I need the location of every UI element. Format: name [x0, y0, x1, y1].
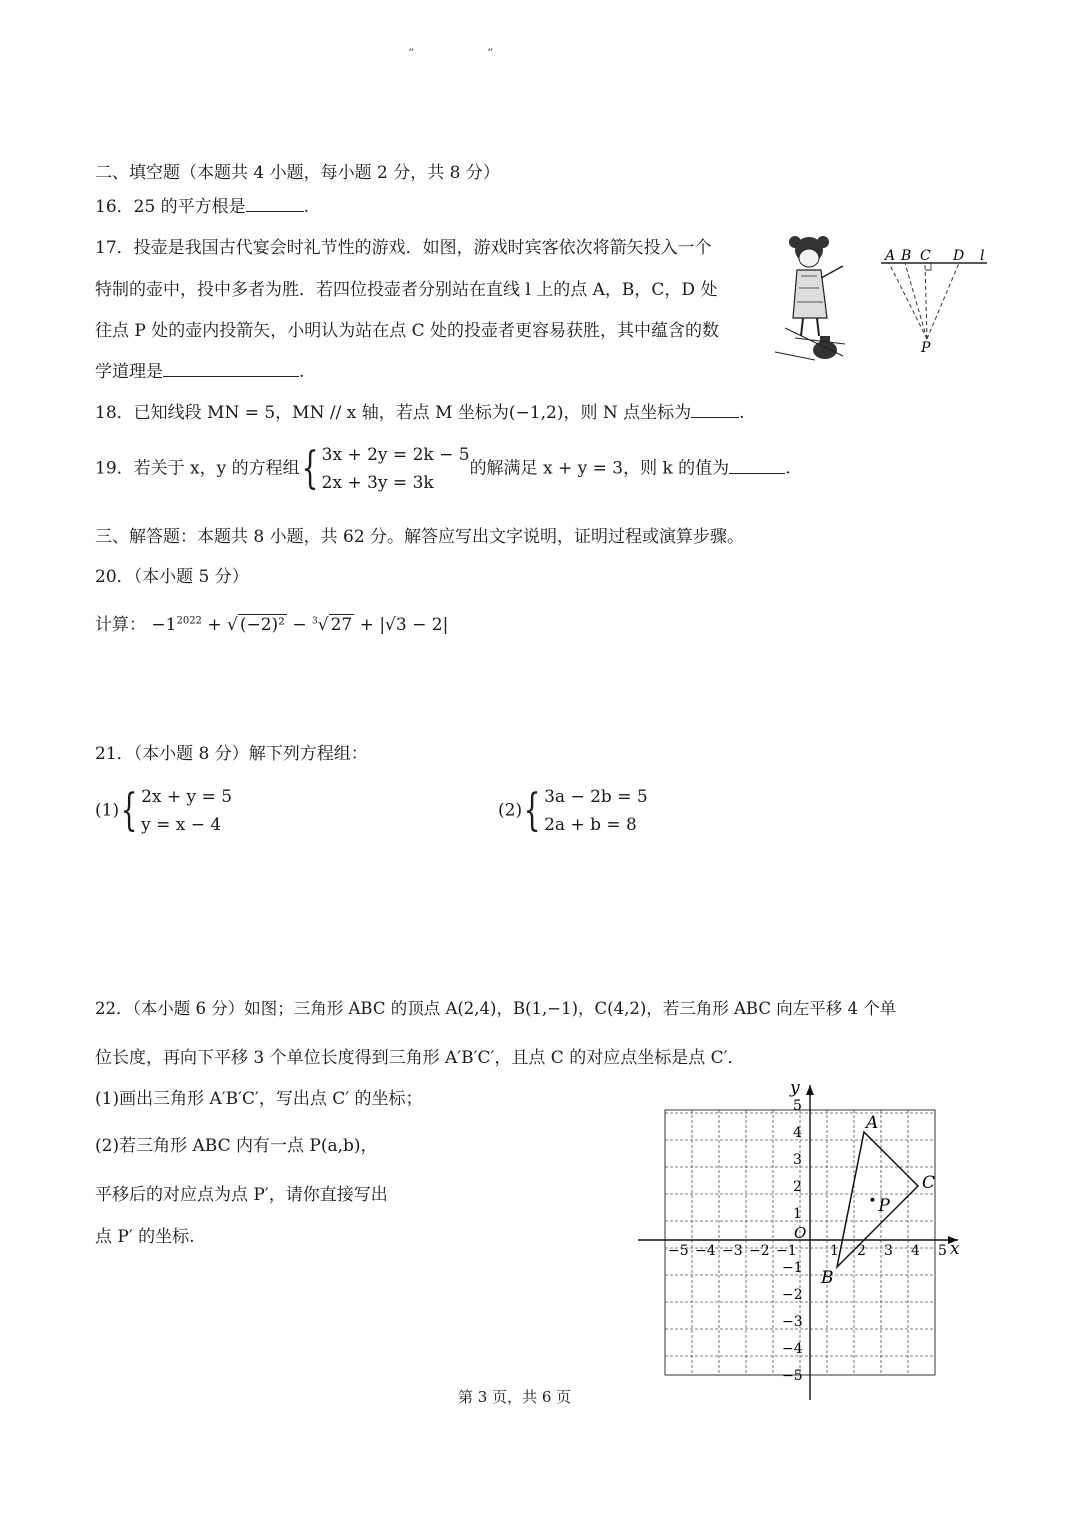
equation-system-19: { 3x + 2y = 2k − 5 2x + 3y = 3k: [300, 441, 470, 497]
equation-21-2-1: 3a − 2b = 5: [544, 787, 648, 807]
question-19: [95, 441, 791, 497]
question-22-part-2c: 点 P′ 的坐标.: [95, 1227, 195, 1247]
x-tick-label: 2: [857, 1243, 866, 1259]
question-16-text: 16．25 的平方根是: [95, 197, 246, 217]
page-footer: 第 3 页，共 6 页: [458, 1388, 572, 1406]
label-point-b: B: [901, 248, 912, 264]
point-label-a: A: [866, 1113, 879, 1133]
coordinate-graph: [630, 1075, 975, 1405]
answer-blank-19[interactable]: [729, 457, 785, 474]
expr-cbrt-term: 27: [330, 615, 353, 635]
y-tick-label: 2: [793, 1179, 802, 1195]
expr-term-1: −1: [151, 615, 177, 635]
point-p-dot: [870, 1198, 874, 1202]
answer-blank-17[interactable]: [163, 360, 299, 377]
label-point-p: P: [921, 340, 931, 355]
answer-blank-16[interactable]: [246, 195, 304, 212]
x-tick-label: 5: [938, 1243, 947, 1259]
equation-21-1-2: y = x − 4: [141, 815, 222, 835]
question-17-line-4: [95, 357, 304, 382]
question-19-end: .: [785, 458, 791, 479]
equation-system-21-1: { 2x + y = 5 y = x − 4: [119, 783, 232, 839]
section-3-title: 三、解答题：本题共 8 小题，共 62 分。解答应写出文字说明，证明过程或演算步骤。: [95, 527, 745, 547]
label-point-c: C: [920, 248, 931, 264]
equation-19-1: 3x + 2y = 2k − 5: [321, 445, 470, 465]
question-17-line-4-text: 学道理是: [95, 362, 163, 382]
question-18: [95, 398, 745, 423]
question-17-end: .: [299, 362, 305, 382]
question-18-text: 18．已知线段 MN = 5，MN // x 轴，若点 M 坐标为(−1,2)，则 N 点坐标为: [95, 403, 692, 423]
y-axis-arrow-icon: [806, 1085, 814, 1095]
question-19-prefix: 19．若关于 x，y 的方程组: [95, 458, 300, 479]
expr-minus: −: [292, 615, 307, 635]
answer-blank-18[interactable]: [691, 401, 739, 418]
y-tick-label: 1: [793, 1206, 802, 1222]
origin-label: O: [794, 1224, 807, 1242]
abs-bar-left-icon: |: [379, 615, 386, 635]
question-21-header: 21．（本小题 8 分）解下列方程组：: [95, 744, 368, 764]
question-17-line-1: 17．投壶是我国古代宴会时礼节性的游戏．如图，游戏时宾客依次将箭矢投入一个: [95, 238, 712, 258]
question-22-line-1: 22．（本小题 6 分）如图；三角形 ABC 的顶点 A(2,4)，B(1,−1)，C(4,2)，若三角形 ABC 向左平移 4 个单: [95, 999, 897, 1018]
question-18-end: .: [739, 403, 745, 423]
expr-exponent: 2022: [176, 615, 202, 627]
equation-system-21-2: { 3a − 2b = 5 2a + b = 8: [522, 783, 648, 839]
header-quote-left: “: [408, 46, 415, 60]
label-point-a: A: [885, 248, 896, 264]
x-tick-label: −4: [695, 1243, 716, 1259]
question-19-suffix: 的解满足 x + y = 3，则 k 的值为: [469, 458, 730, 479]
question-20-expression: [95, 610, 448, 635]
question-16: [95, 192, 309, 217]
expr-plus-2: +: [359, 615, 374, 635]
figure-line-l-points: [875, 240, 995, 355]
question-22-line-2: 位长度，再向下平移 3 个单位长度得到三角形 A′B′C′，且点 C 的对应点坐标是点 C′．: [95, 1048, 745, 1068]
point-label-c: C: [922, 1173, 936, 1193]
expr-cbrt-index: 3: [312, 616, 318, 627]
x-tick-label: 3: [884, 1243, 893, 1259]
question-16-end: .: [303, 197, 310, 217]
x-axis-label: x: [950, 1239, 960, 1259]
header-quote-right: “: [487, 46, 494, 60]
sqrt-sign-icon: √: [226, 615, 238, 635]
question-21-part-2: [498, 783, 648, 839]
x-tick-label: 4: [911, 1243, 920, 1259]
label-line-l: l: [980, 248, 985, 264]
y-tick-label: 5: [793, 1098, 802, 1114]
part-1-label: (1): [95, 800, 120, 821]
y-tick-label: −1: [782, 1260, 803, 1276]
question-17-line-2: 特制的壶中，投中多者为胜．若四位投壶者分别站在直线 l 上的点 A，B，C，D 处: [95, 280, 718, 300]
y-tick-label: −5: [782, 1368, 803, 1384]
y-tick-label: 4: [793, 1125, 802, 1141]
y-axis-label: y: [790, 1078, 800, 1098]
part-2-label: (2): [498, 800, 523, 821]
y-tick-label: 3: [793, 1152, 802, 1168]
calc-label: 计算：: [95, 615, 146, 635]
question-22-part-2b: 平移后的对应点为点 P′，请你直接写出: [95, 1185, 388, 1205]
x-tick-label: −3: [722, 1243, 743, 1259]
question-20-header: 20．（本小题 5 分）: [95, 567, 249, 587]
question-22-part-2: (2)若三角形 ABC 内有一点 P(a,b)，: [95, 1136, 378, 1156]
x-tick-label: −1: [776, 1243, 797, 1259]
point-label-b: B: [821, 1268, 834, 1288]
label-point-d: D: [953, 248, 965, 264]
expr-sqrt-term: (−2)²: [239, 615, 285, 635]
x-tick-label: −2: [749, 1243, 770, 1259]
y-tick-label: −4: [782, 1341, 803, 1357]
y-tick-label: −2: [782, 1287, 803, 1303]
x-tick-label: 1: [830, 1243, 839, 1259]
figure-person-with-pot: [765, 228, 855, 368]
question-21-part-1: [95, 783, 232, 839]
question-17-line-3: 往点 P 处的壶内投箭矢，小明认为站在点 C 处的投壶者更容易获胜，其中蕴含的数: [95, 321, 720, 341]
question-22-part-1: (1)画出三角形 A′B′C′，写出点 C′ 的坐标；: [95, 1089, 423, 1109]
expr-plus-1: +: [207, 615, 222, 635]
abs-bar-right-icon: |: [442, 615, 449, 635]
point-label-p: P: [878, 1195, 890, 1216]
expr-abs-term: √3 − 2: [385, 615, 443, 635]
cbrt-sign-icon: √: [317, 615, 329, 635]
equation-21-1-1: 2x + y = 5: [141, 787, 233, 807]
y-tick-label: −3: [782, 1314, 803, 1330]
equation-19-2: 2x + 3y = 3k: [321, 473, 434, 493]
x-tick-label: −5: [668, 1243, 689, 1259]
section-2-title: 二、填空题（本题共 4 小题，每小题 2 分，共 8 分）: [95, 163, 500, 183]
equation-21-2-2: 2a + b = 8: [544, 815, 637, 835]
